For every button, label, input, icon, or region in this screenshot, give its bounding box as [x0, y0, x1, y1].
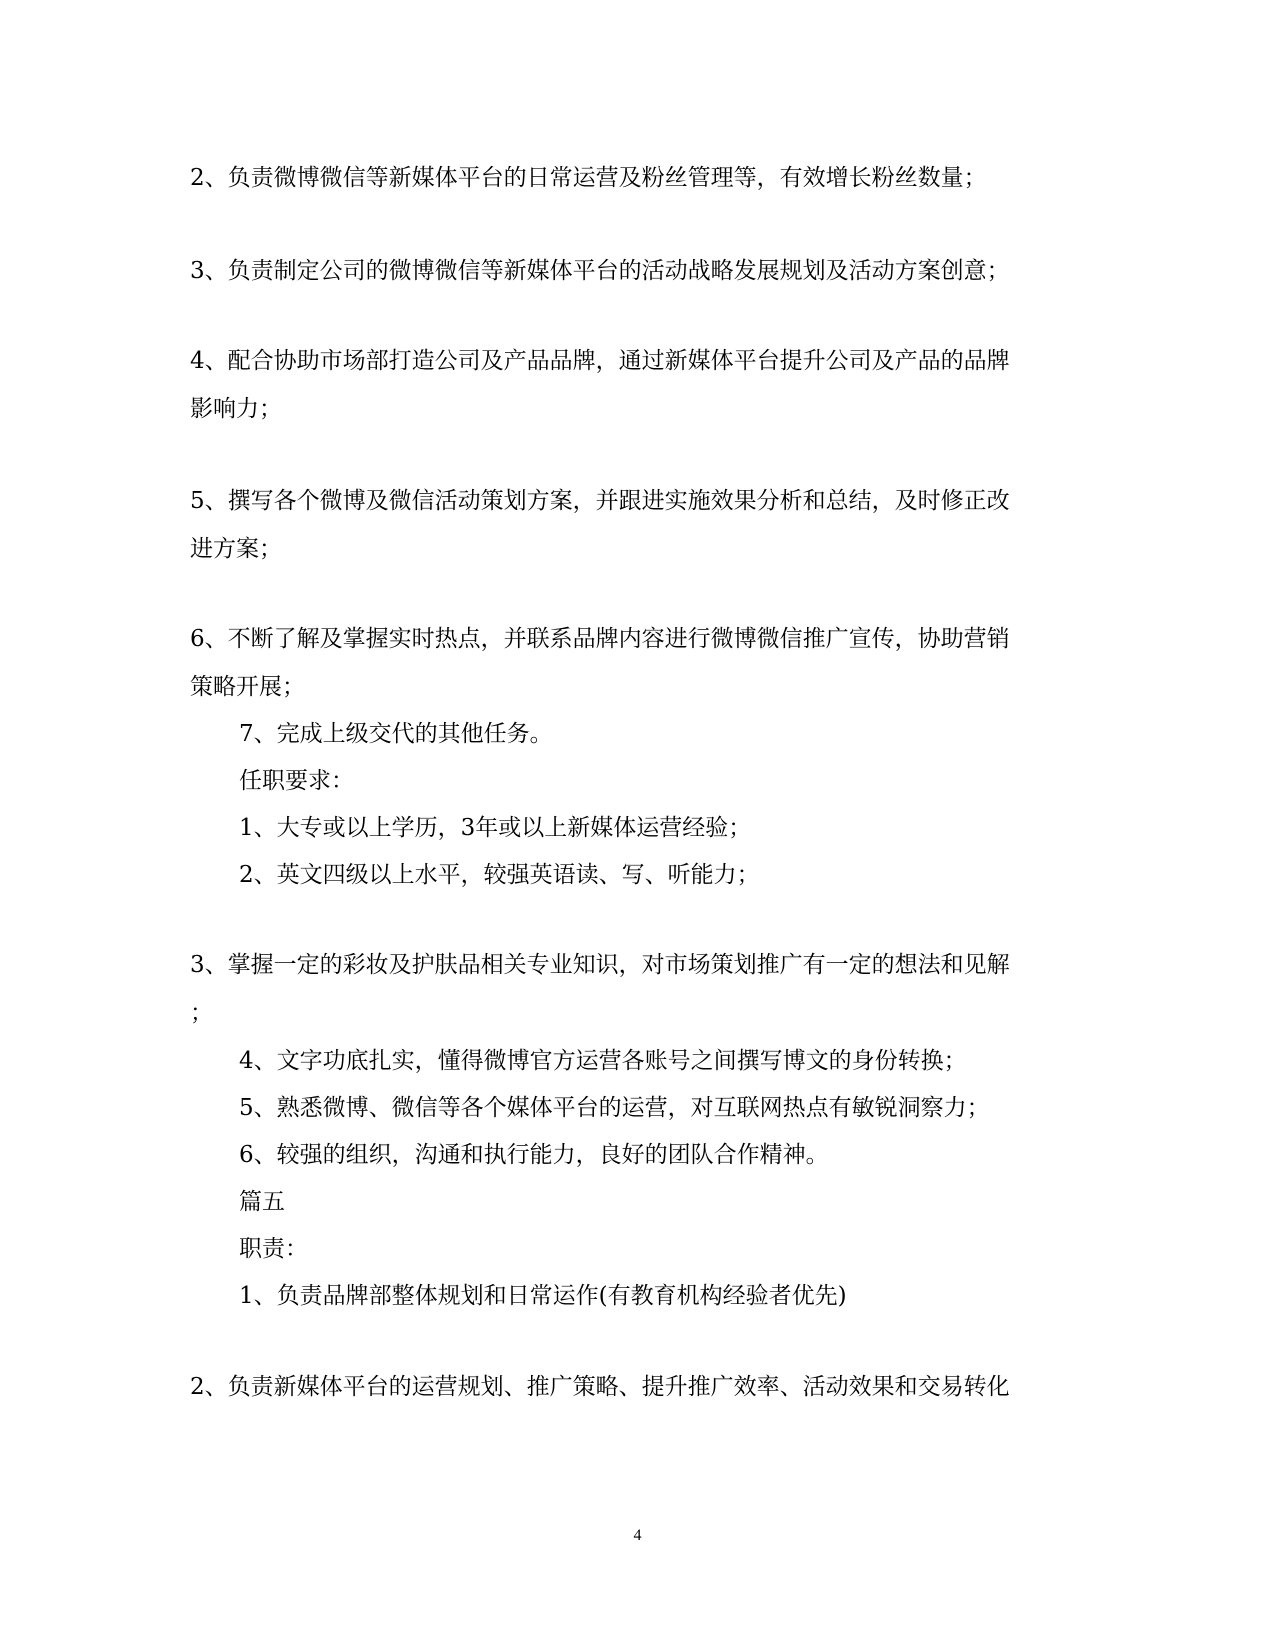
text-line: 2、负责新媒体平台的运营规划、推广策略、提升推广效率、活动效果和交易转化	[190, 1374, 1010, 1400]
text-line: 篇五	[239, 1189, 285, 1215]
paragraph-duty-7	[239, 710, 1129, 758]
text-line: 3、负责制定公司的微博微信等新媒体平台的活动战略发展规划及活动方案创意；	[190, 258, 1010, 284]
page-number: 4	[633, 1527, 642, 1544]
text-line: 策略开展；	[190, 674, 305, 700]
text-line: 2、英文四级以上水平，较强英语读、写、听能力；	[239, 862, 760, 888]
text-line: 1、负责品牌部整体规划和日常运作(有教育机构经验者优先)	[239, 1283, 847, 1309]
text-line: 进方案；	[190, 536, 282, 562]
paragraph-part-five-duty-1	[239, 1272, 1129, 1320]
text-line: 7、完成上级交代的其他任务。	[239, 721, 553, 747]
paragraph-requirement-5	[239, 1084, 1129, 1132]
paragraph-requirement-3	[190, 941, 1080, 1037]
text-line: 6、较强的组织，沟通和执行能力，良好的团队合作精神。	[239, 1142, 829, 1168]
section-heading-part-five	[239, 1178, 1129, 1226]
text-line: 5、撰写各个微博及微信活动策划方案，并跟进实施效果分析和总结，及时修正改	[190, 488, 1010, 514]
text-line: ；	[190, 1000, 213, 1026]
paragraph-duty-4	[190, 337, 1080, 433]
text-line: 5、熟悉微博、微信等各个媒体平台的运营，对互联网热点有敏锐洞察力；	[239, 1095, 990, 1121]
text-line: 4、配合协助市场部打造公司及产品品牌，通过新媒体平台提升公司及产品的品牌	[190, 348, 1010, 374]
paragraph-requirement-2	[239, 851, 1129, 899]
text-line: 影响力；	[190, 396, 282, 422]
paragraph-duty-3	[190, 247, 1080, 295]
paragraph-duty-5	[190, 477, 1080, 573]
paragraph-duty-2	[190, 154, 1080, 202]
paragraph-requirement-1	[239, 804, 1129, 852]
text-line: 2、负责微博微信等新媒体平台的日常运营及粉丝管理等，有效增长粉丝数量；	[190, 165, 987, 191]
text-line: 职责：	[239, 1236, 308, 1262]
text-line: 6、不断了解及掌握实时热点，并联系品牌内容进行微博微信推广宣传，协助营销	[190, 626, 1010, 652]
text-line: 3、掌握一定的彩妆及护肤品相关专业知识，对市场策划推广有一定的想法和见解	[190, 952, 1010, 978]
heading-duties	[239, 1225, 1129, 1273]
paragraph-requirement-4	[239, 1037, 1129, 1085]
paragraph-requirement-6	[239, 1131, 1129, 1179]
paragraph-duty-6	[190, 615, 1080, 711]
text-line: 1、大专或以上学历，3年或以上新媒体运营经验；	[239, 815, 752, 841]
text-line: 任职要求：	[239, 768, 354, 794]
text-line: 4、文字功底扎实，懂得微博官方运营各账号之间撰写博文的身份转换；	[239, 1048, 967, 1074]
heading-requirements	[239, 757, 1129, 805]
paragraph-part-five-duty-2	[190, 1363, 1080, 1411]
